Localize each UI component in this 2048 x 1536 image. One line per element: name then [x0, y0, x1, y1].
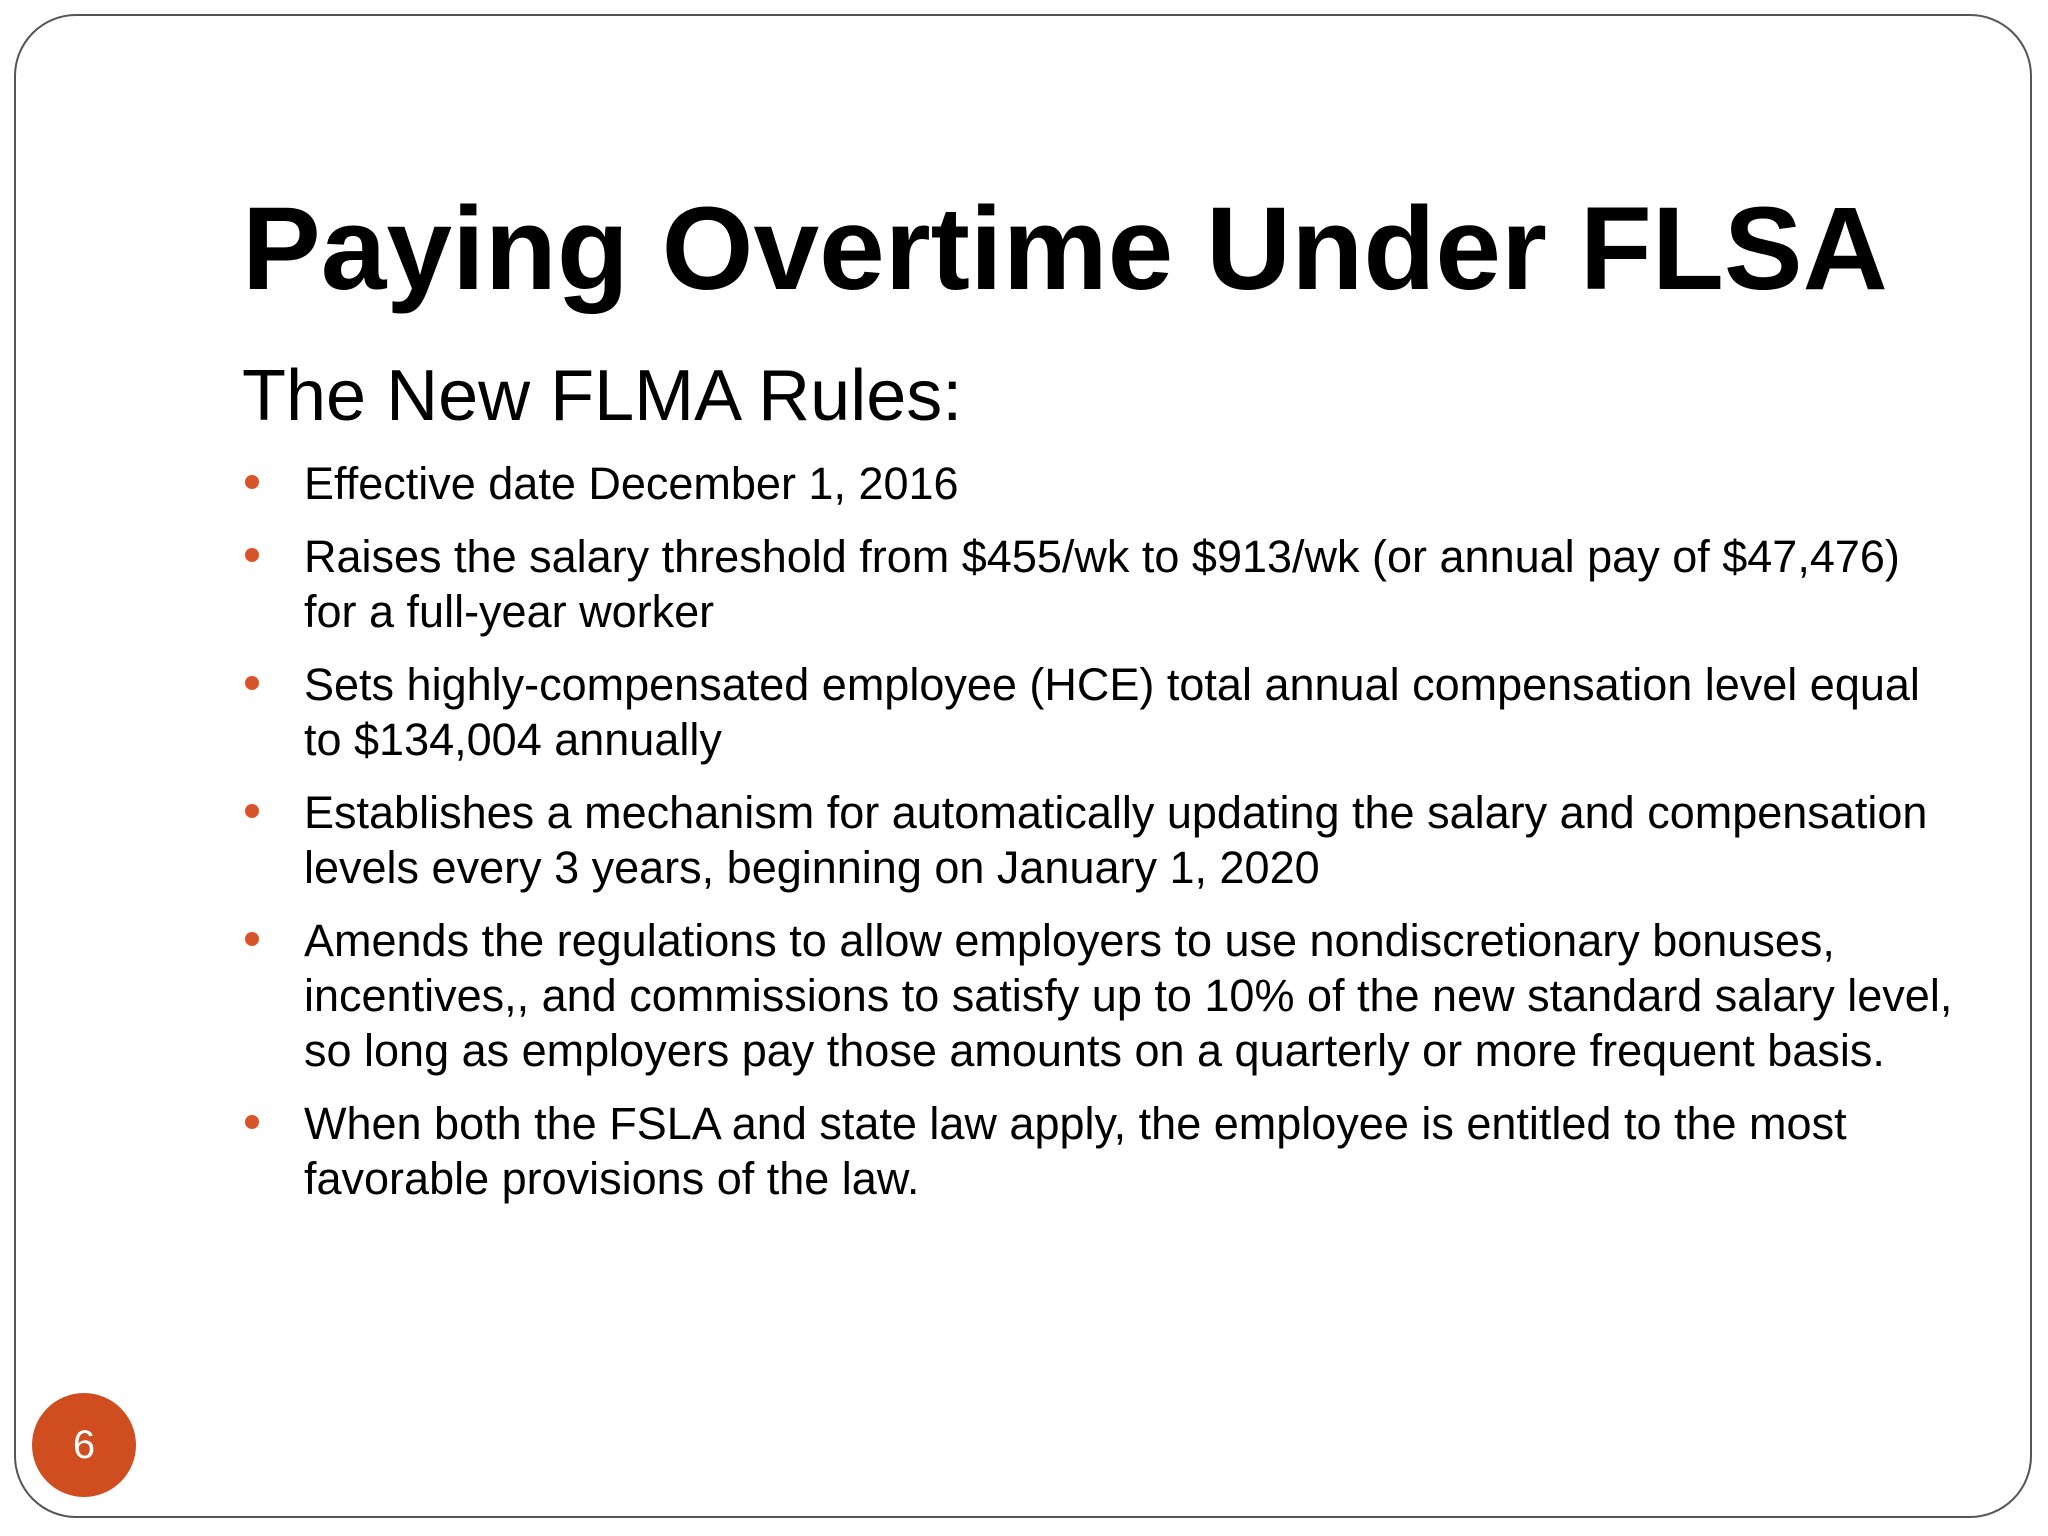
- bullet-list: [242, 456, 1962, 1224]
- bullet-dot-icon: [245, 932, 259, 946]
- bullet-dot-icon: [245, 1115, 259, 1129]
- bullet-dot-icon: [245, 548, 259, 562]
- bullet-text: Establishes a mechanism for automatically updating the salary and compensation levels every 3 years, beginning on January 1, 2020: [304, 787, 1928, 893]
- bullet-item: [242, 913, 1962, 1078]
- page-number-badge: 6: [32, 1393, 136, 1497]
- bullet-item: [242, 785, 1962, 895]
- bullet-text: Raises the salary threshold from $455/wk to $913/wk (or annual pay of $47,476) for a full-year worker: [304, 531, 1900, 637]
- bullet-text: Sets highly-compensated employee (HCE) total annual compensation level equal to $134,004 annually: [304, 659, 1920, 765]
- bullet-dot-icon: [245, 804, 259, 818]
- slide-subtitle: The New FLMA Rules:: [242, 356, 963, 436]
- bullet-text: Effective date December 1, 2016: [304, 458, 959, 509]
- bullet-text: When both the FSLA and state law apply, the employee is entitled to the most favorable provisions of the law.: [304, 1098, 1847, 1204]
- bullet-item: [242, 456, 1962, 511]
- slide-title: Paying Overtime Under FLSA: [242, 183, 1888, 315]
- bullet-text: Amends the regulations to allow employers to use nondiscretionary bonuses, incentives,, and commissions to satisfy up to 10% of the new standard salary level, so long as employers pay those amounts on a quarterly or more frequent basis.: [304, 915, 1953, 1076]
- bullet-dot-icon: [245, 676, 259, 690]
- slide-frame: [14, 14, 2032, 1518]
- bullet-dot-icon: [245, 475, 259, 489]
- bullet-item: [242, 657, 1962, 767]
- bullet-item: [242, 529, 1962, 639]
- bullet-item: [242, 1096, 1962, 1206]
